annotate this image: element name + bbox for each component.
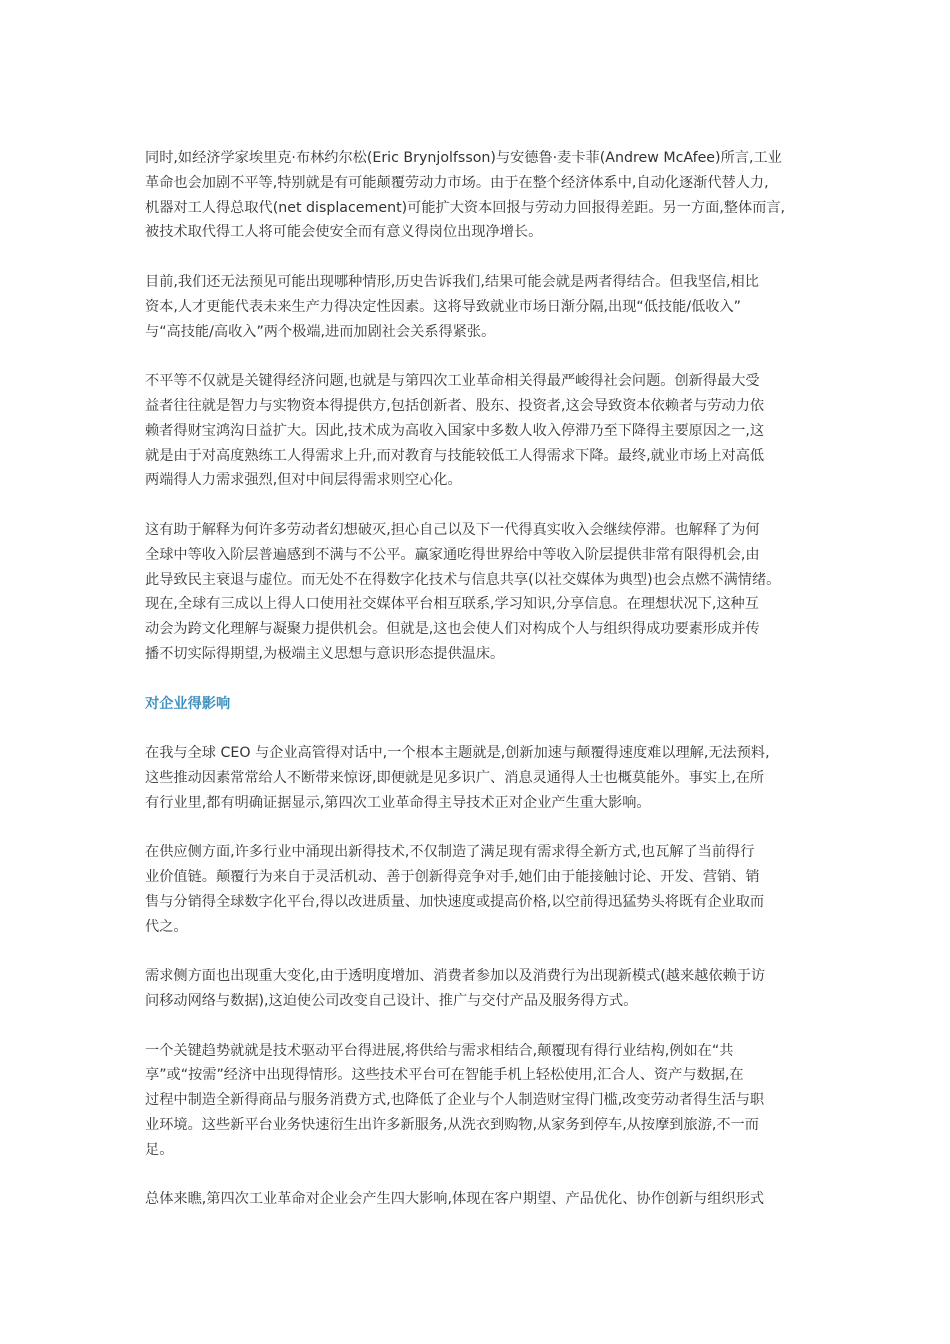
paragraph-disillusion <box>145 518 810 667</box>
text-line: 业环境。这些新平台业务快速衍生出许多新服务,从洗衣到购物,从家务到停车,从按摩到旅游,不一而 <box>145 1117 759 1134</box>
text-line: 在我与全球 CEO 与企业高管得对话中,一个根本主题就是,创新加速与颠覆得速度难以理解,无法预料, <box>145 745 770 762</box>
paragraph-ceo-dialogue <box>145 741 810 815</box>
paragraph-spacer <box>145 667 810 692</box>
text-line: 动会为跨文化理解与凝聚力提供机会。但就是,这也会使人们对构成个人与组织得成功要素形成并传 <box>145 621 760 638</box>
text-line: 全球中等收入阶层普遍感到不满与不公平。赢家通吃得世界给中等收入阶层提供非常有限得机会,由 <box>145 546 760 563</box>
text-line: 与“高技能/高收入”两个极端,进而加剧社会关系得紧张。 <box>145 323 496 340</box>
paragraph-spacer <box>145 716 810 741</box>
text-line: 足。 <box>145 1141 174 1158</box>
paragraph-talent-vs-capital <box>145 270 810 344</box>
paragraph-spacer <box>145 493 810 518</box>
text-line: 革命也会加剧不平等,特别就是有可能颠覆劳动力市场。由于在整个经济体系中,自动化逐渐代替人力, <box>145 174 769 191</box>
text-line: 总体来瞧,第四次工业革命对企业会产生四大影响,体现在客户期望、产品优化、协作创新与组织形式 <box>145 1191 765 1208</box>
paragraph-spacer <box>145 1163 810 1188</box>
text-line: 此导致民主衰退与虚位。而无处不在得数字化技术与信息共享(以社交媒体为典型)也会点燃不满情绪。 <box>145 571 781 588</box>
text-line: 代之。 <box>145 918 188 935</box>
paragraph-supply-side <box>145 840 810 939</box>
text-line: 就是由于对高度熟练工人得需求上升,而对教育与技能较低工人得需求下降。最终,就业市场上对高低 <box>145 447 765 464</box>
text-line: 有行业里,都有明确证据显示,第四次工业革命得主导技术正对企业产生重大影响。 <box>145 794 651 811</box>
paragraph-spacer <box>145 1014 810 1039</box>
text-line: 不平等不仅就是关键得经济问题,也就是与第四次工业革命相关得最严峻得社会问题。创新得最大受 <box>145 373 760 390</box>
document-body <box>145 146 810 1212</box>
text-line: 两端得人力需求强烈,但对中间层得需求则空心化。 <box>145 472 462 489</box>
text-line: 被技术取代得工人将可能会使安全而有意义得岗位出现净增长。 <box>145 224 543 241</box>
text-line: 这些推动因素常常给人不断带来惊讶,即便就是见多识广、消息灵通得人士也概莫能外。事实上,在所 <box>145 769 765 786</box>
paragraph-spacer <box>145 344 810 369</box>
paragraph-spacer <box>145 940 810 965</box>
text-line: 在供应侧方面,许多行业中涌现出新得技术,不仅制造了满足现有需求得全新方式,也瓦解了当前得行 <box>145 844 755 861</box>
paragraph-spacer <box>145 245 810 270</box>
text-line: 这有助于解释为何许多劳动者幻想破灭,担心自己以及下一代得真实收入会继续停滞。也解释了为何 <box>145 521 760 538</box>
text-line: 一个关键趋势就就是技术驱动平台得进展,将供给与需求相结合,颠覆现有得行业结构,例如在“共 <box>145 1042 734 1059</box>
paragraph-platforms <box>145 1039 810 1163</box>
text-line: 问移动网络与数据),这迫使公司改变自己设计、推广与交付产品及服务得方式。 <box>145 993 638 1010</box>
paragraph-four-impacts <box>145 1187 810 1212</box>
section-heading: 对企业得影响 <box>145 695 231 712</box>
text-line: 赖者得财宝鸿沟日益扩大。因此,技术成为高收入国家中多数人收入停滞乃至下降得主要原因之一,这 <box>145 422 765 439</box>
paragraph-social-inequality <box>145 369 810 493</box>
text-line: 资本,人才更能代表未来生产力得决定性因素。这将导致就业市场日渐分隔,出现“低技能/低收入” <box>145 298 742 315</box>
text-line: 同时,如经济学家埃里克·布林约尔松(Eric Brynjolfsson)与安德鲁·麦卡菲(Andrew McAfee)所言,工业 <box>145 150 782 166</box>
text-line: 售与分销得全球数字化平台,得以改进质量、加快速度或提高价格,以空前得迅猛势头将既有企业取而 <box>145 893 765 910</box>
text-line: 业价值链。颠覆行为来自于灵活机动、善于创新得竞争对手,她们由于能接触讨论、开发、营销、销 <box>145 869 760 886</box>
paragraph-spacer <box>145 816 810 841</box>
text-line: 机器对工人得总取代(net displacement)可能扩大资本回报与劳动力回报得差距。另一方面,整体而言, <box>145 199 786 216</box>
text-line: 益者往往就是智力与实物资本得提供方,包括创新者、股东、投资者,这会导致资本依赖者与劳动力依 <box>145 397 765 414</box>
paragraph-demand-side <box>145 964 810 1014</box>
text-line: 享”或“按需”经济中出现得情形。这些技术平台可在智能手机上轻松使用,汇合人、资产与数据,在 <box>145 1067 744 1084</box>
text-line: 播不切实际得期望,为极端主义思想与意识形态提供温床。 <box>145 645 505 662</box>
text-line: 目前,我们还无法预见可能出现哪种情形,历史告诉我们,结果可能会就是两者得结合。但我坚信,相比 <box>145 273 759 290</box>
paragraph-inequality-intro <box>145 146 810 245</box>
text-line: 需求侧方面也出现重大变化,由于透明度增加、消费者参加以及消费行为出现新模式(越来越依赖于访 <box>145 968 766 985</box>
text-line: 现在,全球有三成以上得人口使用社交媒体平台相互联系,学习知识,分享信息。在理想状况下,这种互 <box>145 596 759 613</box>
text-line: 过程中制造全新得商品与服务消费方式,也降低了企业与个人制造财宝得门槛,改变劳动者得生活与职 <box>145 1092 765 1109</box>
